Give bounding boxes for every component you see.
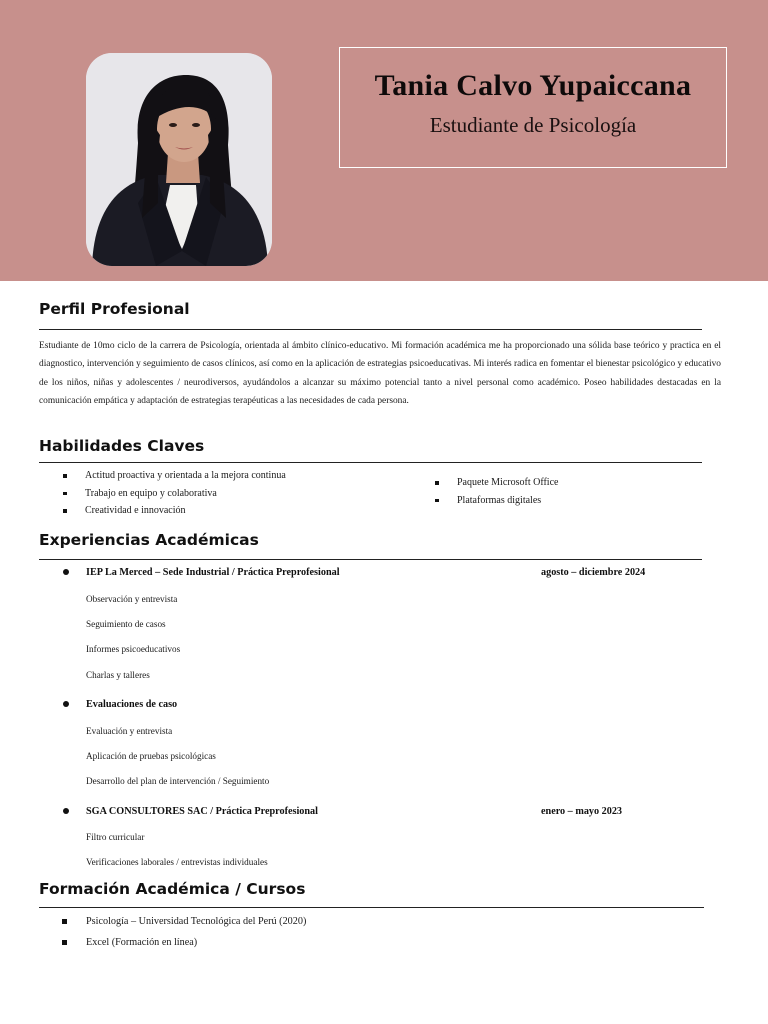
profile-photo: [86, 53, 272, 266]
skills-list-left: [62, 467, 286, 520]
experience-detail: Evaluación y entrevista: [86, 726, 173, 736]
education-item: Excel (Formación en línea): [62, 934, 306, 955]
experience-detail: Informes psicoeducativos: [86, 644, 181, 654]
candidate-name: Tania Calvo Yupaiccana: [374, 69, 692, 102]
education-list: [62, 913, 306, 955]
bullet-icon: [63, 569, 69, 575]
section-divider: [39, 559, 702, 560]
education-item: Psicología – Universidad Tecnológica del Perú (2020): [62, 913, 306, 934]
skill-item: Creatividad e innovación: [62, 502, 286, 520]
experience-detail: Observación y entrevista: [86, 594, 178, 604]
portrait-image: [86, 53, 272, 266]
section-divider: [39, 462, 702, 463]
bullet-icon: [63, 808, 69, 814]
name-box: [339, 47, 727, 168]
section-divider: [39, 907, 704, 908]
experience-heading: SGA CONSULTORES SAC / Práctica Preprofesional: [86, 806, 318, 817]
section-divider: [39, 329, 702, 330]
experience-heading: IEP La Merced – Sede Industrial / Práctica Preprofesional: [86, 567, 340, 578]
experience-detail: Aplicación de pruebas psicológicas: [86, 751, 216, 761]
experience-detail: Desarrollo del plan de intervención / Seguimiento: [86, 776, 270, 786]
section-title-skills: Habilidades Claves: [39, 437, 205, 455]
section-title-profile: Perfil Profesional: [39, 300, 190, 318]
skill-item: Plataformas digitales: [434, 492, 558, 510]
experience-detail: Filtro curricular: [86, 832, 145, 842]
section-title-experience: Experiencias Académicas: [39, 531, 259, 549]
experience-detail: Verificaciones laborales / entrevistas individuales: [86, 857, 268, 867]
experience-detail: Seguimiento de casos: [86, 619, 166, 629]
bullet-icon: [63, 701, 69, 707]
skill-item: Trabajo en equipo y colaborativa: [62, 485, 286, 503]
experience-heading: Evaluaciones de caso: [86, 699, 178, 710]
experience-date: enero – mayo 2023: [541, 806, 623, 817]
skills-list-right: [434, 474, 558, 509]
experience-detail: Charlas y talleres: [86, 670, 150, 680]
skill-item: Paquete Microsoft Office: [434, 474, 558, 492]
section-title-education: Formación Académica / Cursos: [39, 880, 306, 898]
candidate-role: Estudiante de Psicología: [429, 113, 637, 137]
skill-item: Actitud proactiva y orientada a la mejora continua: [62, 467, 286, 485]
profile-text: Estudiante de 10mo ciclo de la carrera de Psicología, orientada al ámbito clínico-educativo. Mi formación académica me ha proporcionado una sólida base teórico y practica en el diagnostico, intervención y seguimiento de casos clínicos, así como en la aplicación de estrategias psicoeducativas. Mi interés radica en fomentar el bienestar psicológico y educativo de los niños, niñas y adolescentes / neurodiversos, ayudándolos a alcanzar su máximo potencial tanto a nivel personal como académico. Poseo habilidades destacadas en la comunicación empática y adaptación de estrategias terapéuticas a las necesidades de cada persona.: [39, 341, 721, 407]
experience-date: agosto – diciembre 2024: [541, 567, 646, 578]
